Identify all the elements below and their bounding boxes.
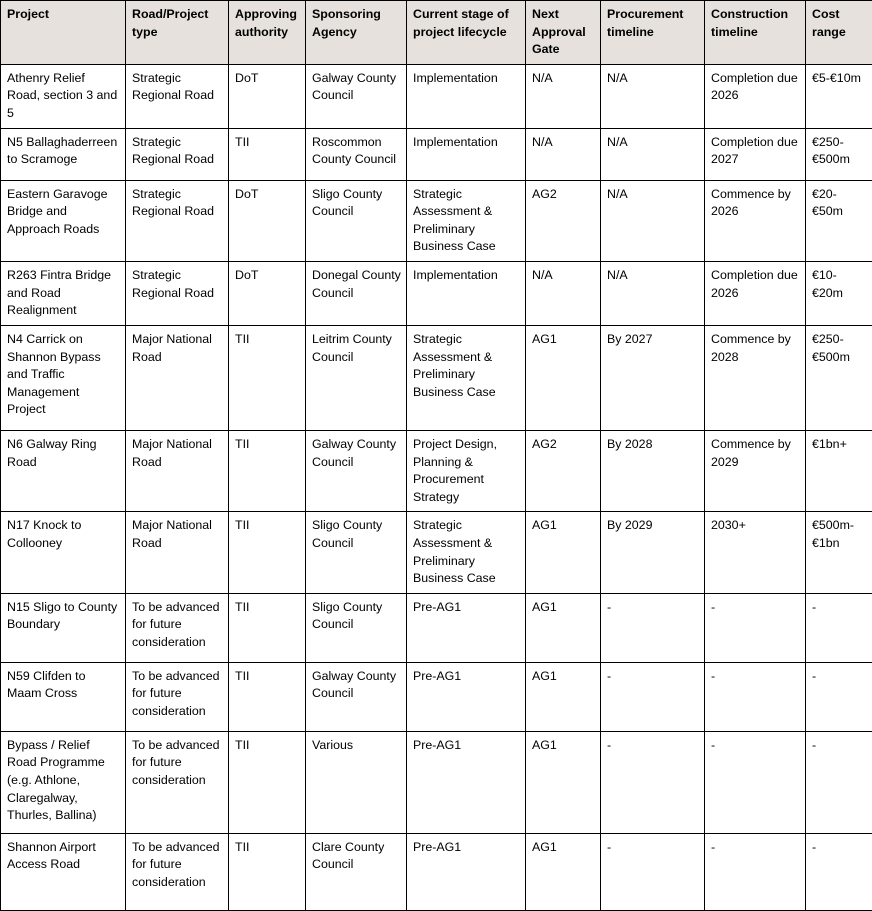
cell-next-approval-gate: N/A xyxy=(526,64,601,128)
cell-sponsoring-agency: Roscommon County Council xyxy=(306,128,407,180)
cell-procurement-timeline: By 2029 xyxy=(601,512,705,593)
cell-procurement-timeline: N/A xyxy=(601,262,705,326)
cell-project: N15 Sligo to County Boundary xyxy=(1,593,126,662)
cell-construction-timeline: Completion due 2027 xyxy=(705,128,806,180)
cell-cost-range: €20-€50m xyxy=(806,180,872,261)
cell-road-project-type: Major National Road xyxy=(126,430,229,511)
cell-approving-authority: DoT xyxy=(229,180,306,261)
cell-sponsoring-agency: Galway County Council xyxy=(306,64,407,128)
table-row xyxy=(1,593,872,662)
cell-construction-timeline: - xyxy=(705,731,806,833)
cell-construction-timeline: - xyxy=(705,833,806,910)
cell-cost-range: €250-€500m xyxy=(806,325,872,430)
cell-sponsoring-agency: Galway County Council xyxy=(306,430,407,511)
table-row xyxy=(1,662,872,731)
cell-cost-range: €10-€20m xyxy=(806,262,872,326)
cell-road-project-type: To be advanced for future consideration xyxy=(126,731,229,833)
cell-current-stage: Pre-AG1 xyxy=(407,593,526,662)
cell-next-approval-gate: N/A xyxy=(526,128,601,180)
cell-next-approval-gate: AG1 xyxy=(526,325,601,430)
cell-cost-range: - xyxy=(806,731,872,833)
cell-road-project-type: Strategic Regional Road xyxy=(126,64,229,128)
cell-sponsoring-agency: Sligo County Council xyxy=(306,180,407,261)
column-header-project: Project xyxy=(1,1,126,65)
cell-project: N5 Ballaghaderreen to Scramoge xyxy=(1,128,126,180)
cell-road-project-type: Major National Road xyxy=(126,325,229,430)
cell-current-stage: Pre-AG1 xyxy=(407,662,526,731)
cell-procurement-timeline: N/A xyxy=(601,128,705,180)
cell-approving-authority: TII xyxy=(229,430,306,511)
cell-procurement-timeline: N/A xyxy=(601,64,705,128)
column-header-next-approval-gate: Next Approval Gate xyxy=(526,1,601,65)
cell-cost-range: - xyxy=(806,662,872,731)
cell-procurement-timeline: By 2027 xyxy=(601,325,705,430)
cell-procurement-timeline: - xyxy=(601,731,705,833)
cell-construction-timeline: Completion due 2026 xyxy=(705,262,806,326)
cell-project: Athenry Relief Road, section 3 and 5 xyxy=(1,64,126,128)
cell-next-approval-gate: AG1 xyxy=(526,833,601,910)
cell-project: Eastern Garavoge Bridge and Approach Roads xyxy=(1,180,126,261)
cell-approving-authority: TII xyxy=(229,731,306,833)
cell-construction-timeline: - xyxy=(705,593,806,662)
cell-construction-timeline: 2030+ xyxy=(705,512,806,593)
cell-procurement-timeline: N/A xyxy=(601,180,705,261)
cell-cost-range: €500m-€1bn xyxy=(806,512,872,593)
cell-project: N59 Clifden to Maam Cross xyxy=(1,662,126,731)
cell-sponsoring-agency: Sligo County Council xyxy=(306,593,407,662)
column-header-road-project-type: Road/Project type xyxy=(126,1,229,65)
cell-next-approval-gate: AG1 xyxy=(526,593,601,662)
table-row xyxy=(1,325,872,430)
cell-current-stage: Pre-AG1 xyxy=(407,833,526,910)
table-header xyxy=(1,1,872,65)
table-body xyxy=(1,64,872,910)
cell-approving-authority: TII xyxy=(229,512,306,593)
cell-approving-authority: TII xyxy=(229,128,306,180)
cell-procurement-timeline: - xyxy=(601,662,705,731)
table-header-row xyxy=(1,1,872,65)
table-row xyxy=(1,512,872,593)
cell-construction-timeline: Completion due 2026 xyxy=(705,64,806,128)
cell-current-stage: Implementation xyxy=(407,128,526,180)
cell-construction-timeline: Commence by 2026 xyxy=(705,180,806,261)
cell-construction-timeline: - xyxy=(705,662,806,731)
column-header-procurement-timeline: Procurement timeline xyxy=(601,1,705,65)
cell-sponsoring-agency: Sligo County Council xyxy=(306,512,407,593)
cell-cost-range: €5-€10m xyxy=(806,64,872,128)
cell-cost-range: - xyxy=(806,593,872,662)
cell-road-project-type: Strategic Regional Road xyxy=(126,262,229,326)
cell-current-stage: Implementation xyxy=(407,64,526,128)
cell-procurement-timeline: - xyxy=(601,833,705,910)
cell-next-approval-gate: N/A xyxy=(526,262,601,326)
cell-approving-authority: DoT xyxy=(229,64,306,128)
cell-sponsoring-agency: Clare County Council xyxy=(306,833,407,910)
cell-project: N6 Galway Ring Road xyxy=(1,430,126,511)
cell-project: N4 Carrick on Shannon Bypass and Traffic Management Project xyxy=(1,325,126,430)
cell-current-stage: Strategic Assessment & Preliminary Business Case xyxy=(407,325,526,430)
cell-current-stage: Project Design, Planning & Procurement Strategy xyxy=(407,430,526,511)
cell-approving-authority: TII xyxy=(229,593,306,662)
cell-road-project-type: To be advanced for future consideration xyxy=(126,662,229,731)
cell-project: R263 Fintra Bridge and Road Realignment xyxy=(1,262,126,326)
cell-cost-range: €1bn+ xyxy=(806,430,872,511)
table-row xyxy=(1,430,872,511)
cell-next-approval-gate: AG1 xyxy=(526,662,601,731)
cell-road-project-type: To be advanced for future consideration xyxy=(126,833,229,910)
cell-sponsoring-agency: Various xyxy=(306,731,407,833)
cell-cost-range: - xyxy=(806,833,872,910)
cell-project: Bypass / Relief Road Programme (e.g. Athlone, Claregalway, Thurles, Ballina) xyxy=(1,731,126,833)
column-header-current-stage: Current stage of project lifecycle xyxy=(407,1,526,65)
cell-approving-authority: TII xyxy=(229,662,306,731)
cell-construction-timeline: Commence by 2029 xyxy=(705,430,806,511)
cell-road-project-type: Major National Road xyxy=(126,512,229,593)
cell-approving-authority: TII xyxy=(229,833,306,910)
column-header-approving-authority: Approving authority xyxy=(229,1,306,65)
cell-road-project-type: Strategic Regional Road xyxy=(126,180,229,261)
cell-next-approval-gate: AG1 xyxy=(526,731,601,833)
cell-sponsoring-agency: Leitrim County Council xyxy=(306,325,407,430)
cell-cost-range: €250-€500m xyxy=(806,128,872,180)
cell-sponsoring-agency: Galway County Council xyxy=(306,662,407,731)
cell-current-stage: Strategic Assessment & Preliminary Business Case xyxy=(407,512,526,593)
cell-approving-authority: DoT xyxy=(229,262,306,326)
cell-sponsoring-agency: Donegal County Council xyxy=(306,262,407,326)
cell-next-approval-gate: AG2 xyxy=(526,430,601,511)
cell-current-stage: Implementation xyxy=(407,262,526,326)
table-row xyxy=(1,128,872,180)
column-header-sponsoring-agency: Sponsoring Agency xyxy=(306,1,407,65)
table-row xyxy=(1,731,872,833)
cell-project: Shannon Airport Access Road xyxy=(1,833,126,910)
table-row xyxy=(1,180,872,261)
cell-current-stage: Pre-AG1 xyxy=(407,731,526,833)
cell-project: N17 Knock to Collooney xyxy=(1,512,126,593)
cell-current-stage: Strategic Assessment & Preliminary Business Case xyxy=(407,180,526,261)
cell-next-approval-gate: AG2 xyxy=(526,180,601,261)
table-row xyxy=(1,262,872,326)
cell-road-project-type: To be advanced for future consideration xyxy=(126,593,229,662)
cell-next-approval-gate: AG1 xyxy=(526,512,601,593)
column-header-cost-range: Cost range xyxy=(806,1,872,65)
column-header-construction-timeline: Construction timeline xyxy=(705,1,806,65)
cell-road-project-type: Strategic Regional Road xyxy=(126,128,229,180)
cell-procurement-timeline: By 2028 xyxy=(601,430,705,511)
table-row xyxy=(1,64,872,128)
cell-procurement-timeline: - xyxy=(601,593,705,662)
cell-approving-authority: TII xyxy=(229,325,306,430)
cell-construction-timeline: Commence by 2028 xyxy=(705,325,806,430)
